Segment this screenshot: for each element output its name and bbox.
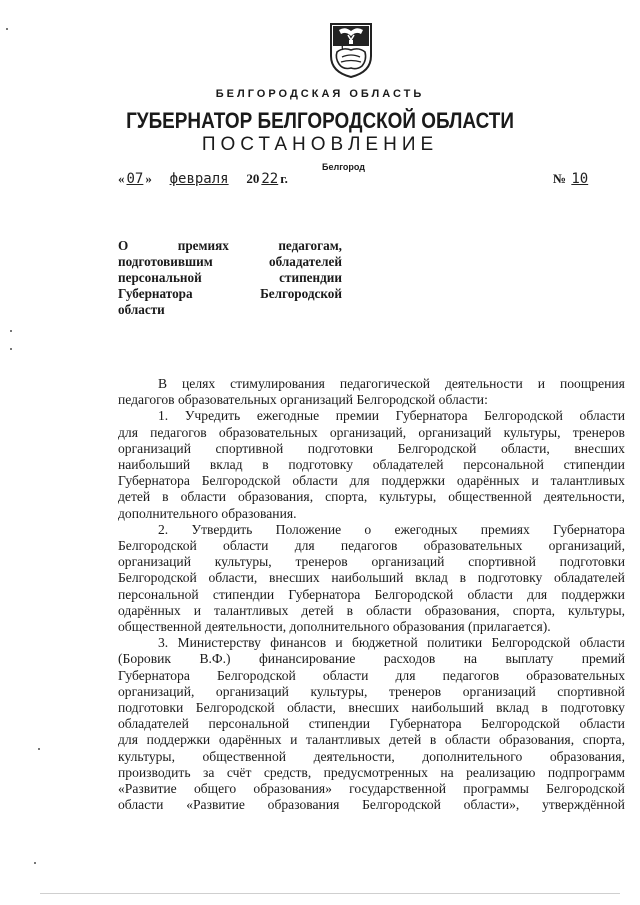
body-word: тренеров xyxy=(295,554,348,570)
body-word: (Боровик xyxy=(118,651,172,667)
subject-line xyxy=(118,286,342,302)
body-word: тренеров xyxy=(572,424,625,440)
body-word: бюджетной xyxy=(351,635,418,651)
body-word: подготовки xyxy=(118,700,184,716)
body-line xyxy=(118,700,625,716)
body-word: области xyxy=(444,732,491,748)
body-word: производить xyxy=(118,764,191,780)
body-word: организаций, xyxy=(329,424,407,440)
body-word: образования, xyxy=(237,489,314,505)
body-word: и xyxy=(193,602,201,618)
body-word: внесших xyxy=(348,700,400,716)
scan-mark xyxy=(10,348,12,350)
body-word: образования, xyxy=(549,748,625,764)
body-word: подготовку xyxy=(477,570,543,586)
body-word: ежегодные xyxy=(256,408,320,424)
body-line xyxy=(118,554,625,570)
body-word: внесших xyxy=(269,570,320,586)
body-word: политики xyxy=(427,635,483,651)
body-word: области xyxy=(366,602,412,618)
body-line xyxy=(118,603,625,619)
body-word: спортивной xyxy=(557,683,625,699)
body-word: В xyxy=(158,376,168,391)
body-word: области xyxy=(467,586,513,602)
body-word: области xyxy=(180,489,227,505)
body-word: одарённых xyxy=(118,602,181,618)
body-word: области xyxy=(579,635,625,651)
body-line xyxy=(118,765,625,781)
body-word: Белгородской xyxy=(118,538,197,554)
body-line xyxy=(118,441,625,457)
date-year-suffix: 22 xyxy=(261,171,279,187)
body-word: государственной xyxy=(349,781,447,797)
body-line xyxy=(118,668,625,684)
subject-word: педагогам, xyxy=(278,238,342,253)
body-line xyxy=(118,651,625,667)
number-label: № xyxy=(553,171,567,186)
body-word: детей xyxy=(301,602,334,618)
body-word: общественной xyxy=(202,748,287,764)
body-word: наибольший xyxy=(118,457,191,473)
subject-word: Белгородской xyxy=(260,286,342,301)
body-word: в xyxy=(346,602,354,618)
body-word: «Развитие xyxy=(118,781,177,797)
body-word: для xyxy=(294,538,315,554)
body-line xyxy=(118,392,625,408)
body-line xyxy=(118,538,625,554)
body-word: деятельности xyxy=(444,376,523,391)
body-word: наибольший xyxy=(331,570,404,586)
body-line xyxy=(118,408,625,424)
body-line xyxy=(118,457,625,473)
body-word: персональной xyxy=(208,716,290,732)
subject-word: области xyxy=(118,302,165,317)
body-word: культуры, xyxy=(379,489,437,505)
body-word: образовательных xyxy=(526,667,625,683)
body-word: подготовки xyxy=(307,440,374,456)
body-line xyxy=(118,425,625,441)
body-line xyxy=(118,732,625,748)
issuer-title: ГУБЕРНАТОР БЕЛГОРОДСКОЙ ОБЛАСТИ xyxy=(126,108,514,133)
body-word: программы xyxy=(463,781,529,797)
body-word: вклад xyxy=(496,700,529,716)
subject-word: обладателей xyxy=(269,254,342,269)
body-word: персональной xyxy=(463,457,544,473)
body-word: одарённых xyxy=(456,473,520,489)
body-word: области xyxy=(322,667,369,683)
body-word: и xyxy=(335,635,343,651)
body-word: педагогов xyxy=(150,424,207,440)
body-line xyxy=(118,522,625,538)
body-word: поддержки xyxy=(146,732,211,748)
body-word: Белгородской xyxy=(195,700,275,716)
body-word: стимулирования xyxy=(230,376,325,391)
date-month: февраля xyxy=(169,171,229,187)
body-word: деятельности, xyxy=(313,748,395,764)
city-name: Белгород xyxy=(322,162,365,172)
body-word: В.Ф.) xyxy=(199,651,231,667)
body-line xyxy=(118,473,625,489)
body-word: для xyxy=(118,732,138,748)
body-line xyxy=(118,506,625,522)
date-open-quote: « xyxy=(118,171,125,186)
body-word: ежегодных xyxy=(394,521,458,537)
body-word: в xyxy=(541,700,548,716)
body-word: утверждённой xyxy=(542,797,625,813)
body-word: культуры, xyxy=(310,683,368,699)
date-close-quote: » xyxy=(145,171,152,186)
body-word: персональной xyxy=(118,586,199,602)
body-word: обладателей xyxy=(554,570,625,586)
body-word: Белгородской xyxy=(118,570,197,586)
body-word: финансов xyxy=(270,635,327,651)
subject-word: персональной xyxy=(118,270,202,285)
body-word: в xyxy=(162,489,169,505)
body-word: талантливых xyxy=(550,473,625,489)
body-line-text: дополнительного образования. xyxy=(118,505,297,521)
body-word: на xyxy=(463,651,478,667)
scan-mark xyxy=(6,28,8,30)
body-word: подготовки xyxy=(559,554,625,570)
body-word: области, xyxy=(208,570,258,586)
body-word: Белгородской xyxy=(481,716,560,732)
body-word: одарённых xyxy=(218,732,282,748)
body-word: области xyxy=(118,797,164,813)
scan-mark xyxy=(10,330,12,332)
body-line xyxy=(118,797,625,813)
body-word: стипендии xyxy=(212,586,275,602)
subject-word: стипендии xyxy=(279,270,342,285)
date-year-abbr: г. xyxy=(280,171,288,186)
body-word: предусмотренных xyxy=(323,764,428,780)
subject-word: О xyxy=(118,238,129,253)
body-word: подпрограмм xyxy=(547,764,625,780)
body-word: Губернатора xyxy=(389,716,462,732)
body-line xyxy=(118,781,625,797)
body-word: спортивной xyxy=(215,440,284,456)
body-word: о xyxy=(364,521,372,537)
subject-line xyxy=(118,238,342,254)
body-word: поощрения xyxy=(559,376,625,391)
body-word: организаций, xyxy=(118,683,195,699)
body-word: Положение xyxy=(275,521,342,537)
body-word: детей xyxy=(118,489,151,505)
document-type: ПОСТАНОВЛЕНИЕ xyxy=(201,134,439,155)
body-word: области xyxy=(579,716,625,732)
subject-word: премиях xyxy=(177,238,229,253)
body-word: на xyxy=(440,764,454,780)
body-word: 3. xyxy=(158,635,169,651)
body-word: за xyxy=(203,764,215,780)
body-line-text: педагогов образовательных организаций Белгородской области: xyxy=(118,392,488,408)
body-word: Губернатора xyxy=(395,408,468,424)
body-word: спорта, xyxy=(325,489,368,505)
body-word: средств, xyxy=(263,764,312,780)
body-word: премиях xyxy=(480,521,530,537)
body-word: талантливых xyxy=(214,602,289,618)
document-date xyxy=(118,171,288,187)
body-word: культуры, xyxy=(503,424,561,440)
body-word: организаций xyxy=(418,424,492,440)
body-word: Белгородской xyxy=(491,635,571,651)
body-word: премии xyxy=(335,408,380,424)
body-word: выплату xyxy=(505,651,554,667)
date-day: 07 xyxy=(126,171,144,187)
body-word: подготовку xyxy=(288,457,354,473)
body-word: области xyxy=(292,473,338,489)
body-word: педагогов xyxy=(442,667,500,683)
body-word: Утвердить xyxy=(191,521,253,537)
body-word: педагогов xyxy=(340,538,398,554)
body-word: стипендии xyxy=(308,716,371,732)
body-line xyxy=(118,489,625,505)
body-word: Министерству xyxy=(177,635,261,651)
date-year-prefix: 20 xyxy=(246,171,260,186)
decree-subject xyxy=(118,238,342,318)
body-word: культуры, xyxy=(568,602,625,618)
body-word: организаций xyxy=(118,554,191,570)
body-line xyxy=(118,587,625,603)
scan-mark xyxy=(38,748,40,750)
body-word: внесших xyxy=(574,440,625,456)
body-word: «Развитие xyxy=(186,797,245,813)
body-word: детей xyxy=(389,732,422,748)
body-word: общественной xyxy=(448,489,532,505)
number-value: 10 xyxy=(571,171,589,187)
body-word: организаций, xyxy=(548,538,625,554)
body-word: обладателей xyxy=(372,457,444,473)
coat-of-arms-emblem xyxy=(329,22,373,78)
body-word: подготовку xyxy=(560,700,625,716)
body-word: спорта, xyxy=(512,602,555,618)
body-word: спорта, xyxy=(582,732,625,748)
body-word: финансирование xyxy=(258,651,356,667)
body-word: и xyxy=(290,732,298,748)
body-word: в xyxy=(459,570,467,586)
body-word: деятельности, xyxy=(543,489,625,505)
body-word: Белгородской xyxy=(201,473,281,489)
body-word: образования xyxy=(267,797,340,813)
document-number xyxy=(553,171,613,187)
body-word: Учредить xyxy=(184,408,241,424)
body-word: Белгородской xyxy=(397,440,477,456)
subject-line xyxy=(118,302,342,318)
body-word: стипендии xyxy=(563,457,625,473)
body-word: культуры, xyxy=(118,748,175,764)
body-line xyxy=(118,635,625,651)
body-word: 1. xyxy=(158,408,169,424)
body-word: целях xyxy=(182,376,216,391)
body-word: вклад xyxy=(209,457,243,473)
subject-line xyxy=(118,254,342,270)
body-word: расходов xyxy=(383,651,436,667)
body-word: обладателей xyxy=(118,716,189,732)
body-word: области», xyxy=(463,797,520,813)
subject-word: подготовившим xyxy=(118,254,213,269)
body-word: организаций xyxy=(215,683,289,699)
body-word: для xyxy=(349,473,370,489)
body-word: образования, xyxy=(498,732,575,748)
body-word: поддержки xyxy=(561,586,625,602)
body-word: Белгородской xyxy=(484,408,563,424)
body-word: области, xyxy=(500,440,550,456)
body-word: Белгородской xyxy=(374,586,454,602)
body-word: в xyxy=(429,732,437,748)
body-word: педагогической xyxy=(339,376,431,391)
body-line xyxy=(118,619,625,635)
body-word: и xyxy=(531,473,539,489)
decree-body xyxy=(118,376,625,813)
body-word: образовательных xyxy=(218,424,318,440)
body-word: Губернатора xyxy=(118,473,190,489)
body-word: для xyxy=(527,586,548,602)
body-word: в xyxy=(262,457,269,473)
body-line xyxy=(118,570,625,586)
body-line xyxy=(118,684,625,700)
body-word: Белгородской xyxy=(546,781,625,797)
body-line-text: общественной деятельности, дополнительного образования (прилагается). xyxy=(118,619,551,635)
page-bottom-edge xyxy=(40,893,620,894)
body-word: для xyxy=(395,667,416,683)
body-word: спортивной xyxy=(468,554,536,570)
region-name: БЕЛГОРОДСКАЯ ОБЛАСТЬ xyxy=(215,88,425,100)
body-word: Белгородской xyxy=(362,797,441,813)
body-word: Губернатора xyxy=(553,521,625,537)
body-word: наибольший xyxy=(411,700,484,716)
body-line xyxy=(118,749,625,765)
body-word: общего xyxy=(193,781,237,797)
body-word: организаций xyxy=(118,440,191,456)
body-word: Губернатора xyxy=(118,667,190,683)
body-word: Губернатора xyxy=(288,586,361,602)
body-word: дополнительного xyxy=(422,748,523,764)
body-word: Белгородской xyxy=(217,667,296,683)
body-line xyxy=(118,716,625,732)
subject-word: Губернатора xyxy=(118,286,193,301)
body-word: премий xyxy=(581,651,625,667)
body-word: поддержки xyxy=(381,473,446,489)
body-word: области xyxy=(223,538,269,554)
body-word: культуры, xyxy=(214,554,272,570)
body-word: талантливых xyxy=(306,732,381,748)
body-line xyxy=(118,376,625,392)
body-word: области xyxy=(579,408,625,424)
body-word: для xyxy=(118,424,138,440)
body-word: счёт xyxy=(226,764,252,780)
body-word: 2. xyxy=(158,521,169,537)
body-word: организаций xyxy=(462,683,536,699)
body-word: организаций xyxy=(371,554,445,570)
subject-line xyxy=(118,270,342,286)
scan-mark xyxy=(34,862,36,864)
body-word: образования, xyxy=(424,602,500,618)
body-word: области, xyxy=(287,700,336,716)
body-word: вклад xyxy=(415,570,448,586)
body-word: образования» xyxy=(253,781,332,797)
body-word: и xyxy=(537,376,546,391)
body-word: тренеров xyxy=(388,683,442,699)
body-word: реализацию xyxy=(466,764,536,780)
body-word: образовательных xyxy=(423,538,523,554)
